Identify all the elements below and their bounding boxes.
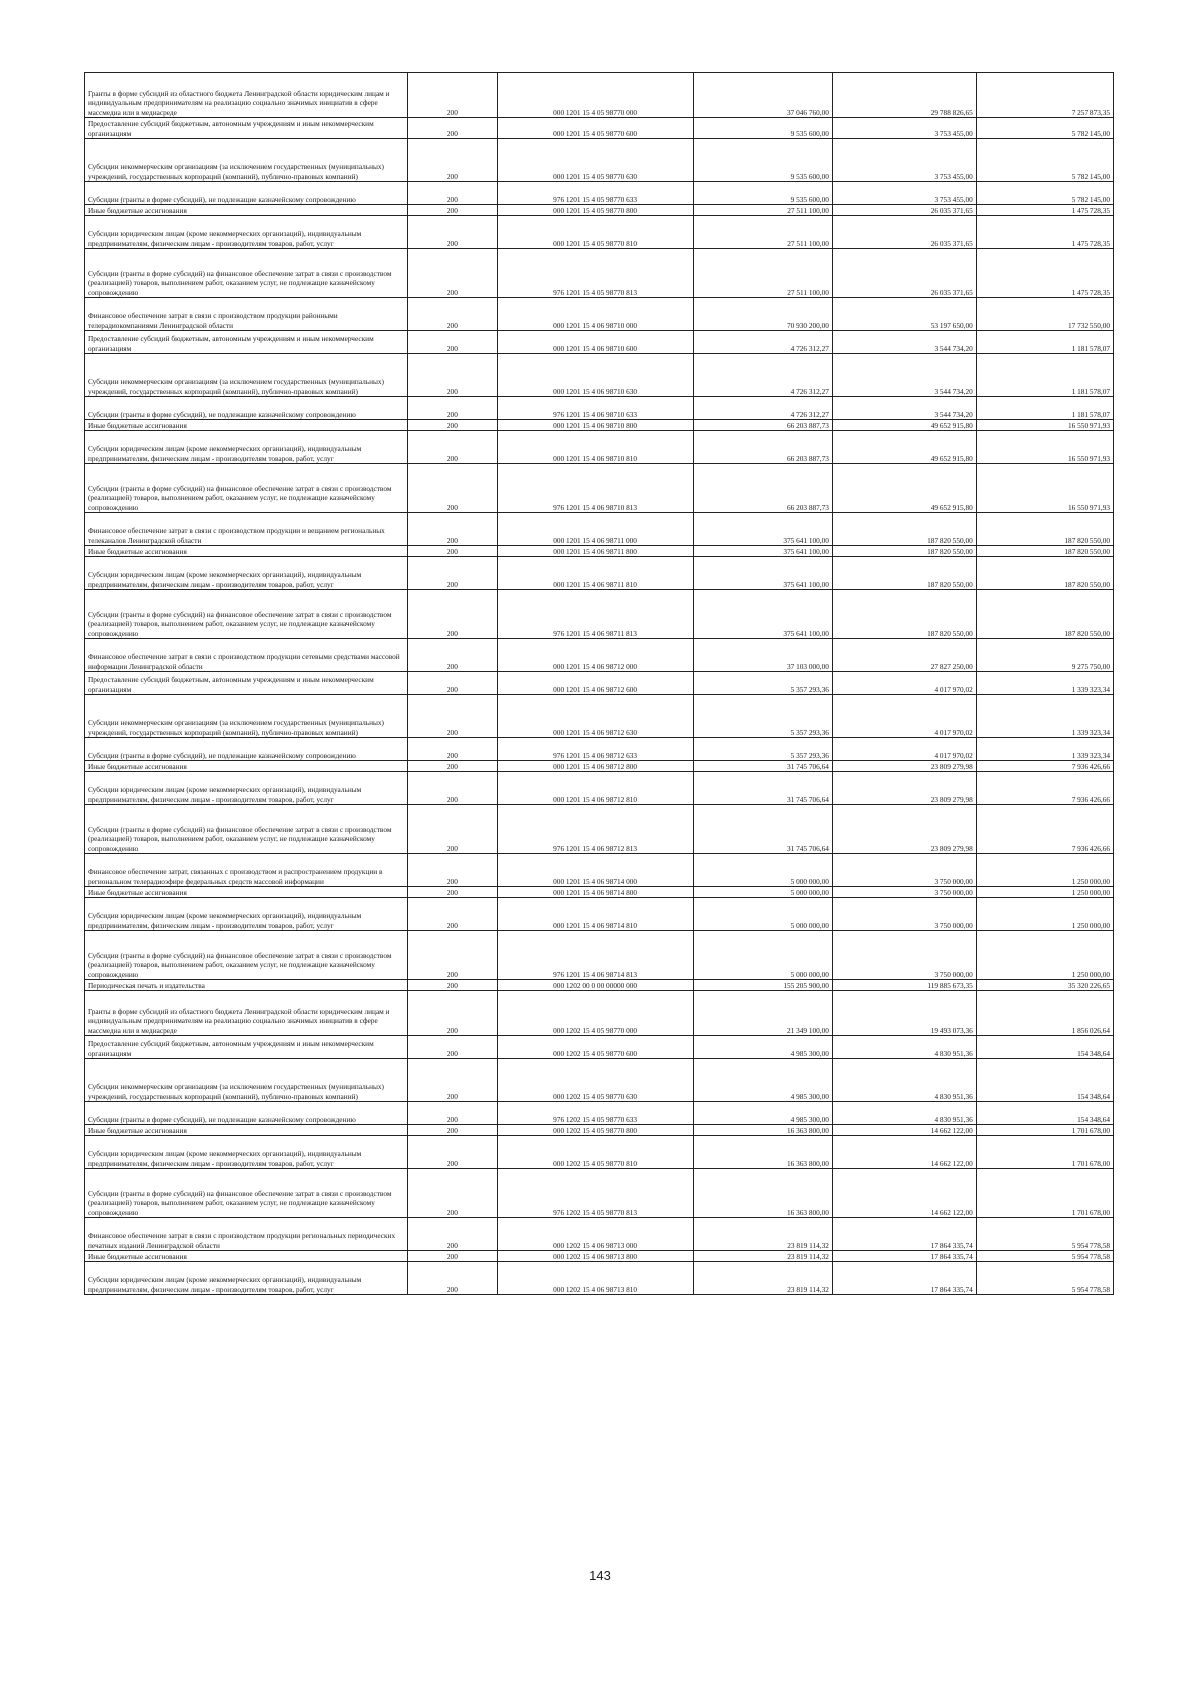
budget-execution-sheet xyxy=(84,72,1114,1295)
row-code-cell: 000 1201 15 4 06 98712 630 xyxy=(497,695,693,738)
row-status-cell: 200 xyxy=(408,695,498,738)
row-name-cell: Субсидии некоммерческим организациям (за исключением государственных (муниципальных) учреждений, государственных корпораций (компаний), публично-правовых компаний) xyxy=(85,139,408,182)
row-status-cell: 200 xyxy=(408,639,498,672)
row-unexecuted-cell: 5 782 145,00 xyxy=(976,182,1113,205)
row-code-cell: 976 1201 15 4 06 98710 633 xyxy=(497,397,693,420)
table-row xyxy=(85,354,1114,397)
row-status-cell: 200 xyxy=(408,216,498,249)
row-status-cell: 200 xyxy=(408,139,498,182)
row-unexecuted-cell: 7 257 873,35 xyxy=(976,73,1113,118)
row-name-cell: Субсидии (гранты в форме субсидий) на финансовое обеспечение затрат в связи с производством (реализацией) товаров, выполнением работ, оказанием услуг, не подлежащие казначейскому сопровождению xyxy=(85,805,408,854)
table-row xyxy=(85,118,1114,139)
table-row xyxy=(85,420,1114,431)
row-unexecuted-cell: 1 475 728,35 xyxy=(976,249,1113,298)
row-unexecuted-cell: 7 936 426,66 xyxy=(976,772,1113,805)
row-status-cell: 200 xyxy=(408,805,498,854)
row-unexecuted-cell: 1 181 578,07 xyxy=(976,331,1113,354)
table-row xyxy=(85,546,1114,557)
row-status-cell: 200 xyxy=(408,73,498,118)
row-status-cell: 200 xyxy=(408,761,498,772)
row-status-cell: 200 xyxy=(408,1169,498,1218)
row-executed-cell: 3 753 455,00 xyxy=(832,139,976,182)
table-row xyxy=(85,1262,1114,1295)
row-code-cell: 000 1202 15 4 05 98770 630 xyxy=(497,1059,693,1102)
table-row xyxy=(85,216,1114,249)
row-status-cell: 200 xyxy=(408,513,498,546)
row-unexecuted-cell: 1 701 678,00 xyxy=(976,1125,1113,1136)
table-row xyxy=(85,639,1114,672)
table-row xyxy=(85,1125,1114,1136)
row-name-cell: Иные бюджетные ассигнования xyxy=(85,1125,408,1136)
table-row xyxy=(85,298,1114,331)
table-row xyxy=(85,139,1114,182)
row-approved-cell: 9 535 600,00 xyxy=(693,139,832,182)
row-approved-cell: 5 000 000,00 xyxy=(693,931,832,980)
row-code-cell: 000 1201 15 4 06 98711 800 xyxy=(497,546,693,557)
row-unexecuted-cell: 16 550 971,93 xyxy=(976,431,1113,464)
row-status-cell: 200 xyxy=(408,420,498,431)
row-unexecuted-cell: 187 820 550,00 xyxy=(976,513,1113,546)
table-row xyxy=(85,1036,1114,1059)
table-row xyxy=(85,991,1114,1036)
row-executed-cell: 3 544 734,20 xyxy=(832,331,976,354)
row-approved-cell: 21 349 100,00 xyxy=(693,991,832,1036)
row-executed-cell: 3 544 734,20 xyxy=(832,397,976,420)
row-executed-cell: 4 017 970,02 xyxy=(832,695,976,738)
row-code-cell: 976 1201 15 4 05 98770 813 xyxy=(497,249,693,298)
row-code-cell: 000 1202 15 4 05 98770 810 xyxy=(497,1136,693,1169)
row-executed-cell: 14 662 122,00 xyxy=(832,1136,976,1169)
row-status-cell: 200 xyxy=(408,1251,498,1262)
row-name-cell: Субсидии (гранты в форме субсидий) на финансовое обеспечение затрат в связи с производством (реализацией) товаров, выполнением работ, оказанием услуг, не подлежащие казначейскому сопровождению xyxy=(85,249,408,298)
table-row xyxy=(85,1218,1114,1251)
row-unexecuted-cell: 1 339 323,34 xyxy=(976,695,1113,738)
row-executed-cell: 49 652 915,80 xyxy=(832,464,976,513)
table-row xyxy=(85,431,1114,464)
row-approved-cell: 23 819 114,32 xyxy=(693,1262,832,1295)
page-number: 143 xyxy=(589,1568,611,1583)
row-name-cell: Иные бюджетные ассигнования xyxy=(85,887,408,898)
row-code-cell: 000 1201 15 4 06 98714 810 xyxy=(497,898,693,931)
row-name-cell: Субсидии (гранты в форме субсидий) на финансовое обеспечение затрат в связи с производством (реализацией) товаров, выполнением работ, оказанием услуг, не подлежащие казначейскому сопровождению xyxy=(85,590,408,639)
row-approved-cell: 37 046 760,00 xyxy=(693,73,832,118)
row-executed-cell: 3 750 000,00 xyxy=(832,931,976,980)
row-code-cell: 000 1201 15 4 05 98770 600 xyxy=(497,118,693,139)
row-status-cell: 200 xyxy=(408,1102,498,1125)
row-executed-cell: 27 827 250,00 xyxy=(832,639,976,672)
row-unexecuted-cell: 1 475 728,35 xyxy=(976,216,1113,249)
row-code-cell: 000 1201 15 4 06 98710 630 xyxy=(497,354,693,397)
row-executed-cell: 14 662 122,00 xyxy=(832,1125,976,1136)
row-executed-cell: 4 017 970,02 xyxy=(832,738,976,761)
row-status-cell: 200 xyxy=(408,1036,498,1059)
table-row xyxy=(85,854,1114,887)
row-name-cell: Иные бюджетные ассигнования xyxy=(85,420,408,431)
row-name-cell: Субсидии (гранты в форме субсидий) на финансовое обеспечение затрат в связи с производством (реализацией) товаров, выполнением работ, оказанием услуг, не подлежащие казначейскому сопровождению xyxy=(85,464,408,513)
row-approved-cell: 4 985 300,00 xyxy=(693,1036,832,1059)
row-name-cell: Субсидии некоммерческим организациям (за исключением государственных (муниципальных) учреждений, государственных корпораций (компаний), публично-правовых компаний) xyxy=(85,1059,408,1102)
row-executed-cell: 26 035 371,65 xyxy=(832,216,976,249)
row-approved-cell: 27 511 100,00 xyxy=(693,249,832,298)
row-unexecuted-cell: 154 348,64 xyxy=(976,1036,1113,1059)
row-approved-cell: 66 203 887,73 xyxy=(693,431,832,464)
row-name-cell: Субсидии некоммерческим организациям (за исключением государственных (муниципальных) учреждений, государственных корпораций (компаний), публично-правовых компаний) xyxy=(85,354,408,397)
row-name-cell: Субсидии юридическим лицам (кроме некоммерческих организаций), индивидуальным предпринимателям, физическим лицам - производителям товаров, работ, услуг xyxy=(85,431,408,464)
row-status-cell: 200 xyxy=(408,546,498,557)
row-approved-cell: 31 745 706,64 xyxy=(693,761,832,772)
row-name-cell: Субсидии юридическим лицам (кроме некоммерческих организаций), индивидуальным предпринимателям, физическим лицам - производителям товаров, работ, услуг xyxy=(85,898,408,931)
table-row xyxy=(85,1136,1114,1169)
row-name-cell: Гранты в форме субсидий из областного бюджета Ленинградской области юридическим лицам и индивидуальным предпринимателям на реализацию социально значимых инициатив в сфере массмедиа или в медиасреде xyxy=(85,73,408,118)
row-name-cell: Иные бюджетные ассигнования xyxy=(85,546,408,557)
row-unexecuted-cell: 1 701 678,00 xyxy=(976,1169,1113,1218)
row-approved-cell: 66 203 887,73 xyxy=(693,420,832,431)
row-approved-cell: 5 000 000,00 xyxy=(693,898,832,931)
row-status-cell: 200 xyxy=(408,431,498,464)
row-status-cell: 200 xyxy=(408,898,498,931)
row-approved-cell: 70 930 200,00 xyxy=(693,298,832,331)
row-code-cell: 976 1202 15 4 05 98770 633 xyxy=(497,1102,693,1125)
table-row xyxy=(85,73,1114,118)
row-executed-cell: 26 035 371,65 xyxy=(832,205,976,216)
row-code-cell: 000 1201 15 4 06 98710 000 xyxy=(497,298,693,331)
row-approved-cell: 16 363 800,00 xyxy=(693,1125,832,1136)
row-name-cell: Иные бюджетные ассигнования xyxy=(85,205,408,216)
row-executed-cell: 49 652 915,80 xyxy=(832,431,976,464)
row-code-cell: 000 1201 15 4 06 98711 810 xyxy=(497,557,693,590)
row-approved-cell: 16 363 800,00 xyxy=(693,1136,832,1169)
row-status-cell: 200 xyxy=(408,118,498,139)
row-executed-cell: 53 197 650,00 xyxy=(832,298,976,331)
row-name-cell: Финансовое обеспечение затрат в связи с производством продукции районными телерадиокомпаниями Ленинградской области xyxy=(85,298,408,331)
row-status-cell: 200 xyxy=(408,991,498,1036)
row-name-cell: Иные бюджетные ассигнования xyxy=(85,761,408,772)
row-unexecuted-cell: 187 820 550,00 xyxy=(976,546,1113,557)
row-executed-cell: 187 820 550,00 xyxy=(832,546,976,557)
row-approved-cell: 5 000 000,00 xyxy=(693,887,832,898)
row-approved-cell: 155 205 900,00 xyxy=(693,980,832,991)
row-status-cell: 200 xyxy=(408,738,498,761)
row-executed-cell: 49 652 915,80 xyxy=(832,420,976,431)
table-row xyxy=(85,672,1114,695)
table-row xyxy=(85,205,1114,216)
row-status-cell: 200 xyxy=(408,557,498,590)
row-name-cell: Периодическая печать и издательства xyxy=(85,980,408,991)
row-status-cell: 200 xyxy=(408,931,498,980)
row-code-cell: 000 1201 15 4 06 98710 800 xyxy=(497,420,693,431)
row-approved-cell: 5 357 293,36 xyxy=(693,695,832,738)
row-code-cell: 000 1201 15 4 06 98712 000 xyxy=(497,639,693,672)
row-code-cell: 976 1201 15 4 06 98714 813 xyxy=(497,931,693,980)
table-row xyxy=(85,695,1114,738)
row-unexecuted-cell: 187 820 550,00 xyxy=(976,590,1113,639)
row-status-cell: 200 xyxy=(408,1218,498,1251)
row-code-cell: 976 1201 15 4 06 98710 813 xyxy=(497,464,693,513)
row-unexecuted-cell: 1 475 728,35 xyxy=(976,205,1113,216)
row-name-cell: Субсидии (гранты в форме субсидий), не подлежащие казначейскому сопровождению xyxy=(85,1102,408,1125)
row-executed-cell: 17 864 335,74 xyxy=(832,1251,976,1262)
row-executed-cell: 17 864 335,74 xyxy=(832,1218,976,1251)
row-approved-cell: 23 819 114,32 xyxy=(693,1251,832,1262)
row-unexecuted-cell: 7 936 426,66 xyxy=(976,761,1113,772)
row-name-cell: Субсидии (гранты в форме субсидий) на финансовое обеспечение затрат в связи с производством (реализацией) товаров, выполнением работ, оказанием услуг, не подлежащие казначейскому сопровождению xyxy=(85,1169,408,1218)
row-status-cell: 200 xyxy=(408,1136,498,1169)
row-unexecuted-cell: 35 320 226,65 xyxy=(976,980,1113,991)
row-status-cell: 200 xyxy=(408,1125,498,1136)
row-approved-cell: 27 511 100,00 xyxy=(693,205,832,216)
row-code-cell: 976 1201 15 4 06 98712 813 xyxy=(497,805,693,854)
table-row xyxy=(85,331,1114,354)
row-executed-cell: 3 753 455,00 xyxy=(832,182,976,205)
row-unexecuted-cell: 9 275 750,00 xyxy=(976,639,1113,672)
table-row xyxy=(85,980,1114,991)
row-status-cell: 200 xyxy=(408,249,498,298)
row-unexecuted-cell: 1 250 000,00 xyxy=(976,854,1113,887)
row-unexecuted-cell: 1 181 578,07 xyxy=(976,354,1113,397)
row-name-cell: Финансовое обеспечение затрат, связанных с производством и распространением продукции в региональном телерадиоэфире федеральных средств массовой информации xyxy=(85,854,408,887)
row-code-cell: 976 1201 15 4 05 98770 633 xyxy=(497,182,693,205)
row-executed-cell: 23 809 279,98 xyxy=(832,761,976,772)
row-code-cell: 000 1201 15 4 05 98770 800 xyxy=(497,205,693,216)
row-code-cell: 976 1202 15 4 05 98770 813 xyxy=(497,1169,693,1218)
row-code-cell: 000 1201 15 4 06 98714 800 xyxy=(497,887,693,898)
row-approved-cell: 9 535 600,00 xyxy=(693,118,832,139)
row-unexecuted-cell: 1 339 323,34 xyxy=(976,672,1113,695)
row-code-cell: 000 1201 15 4 05 98770 000 xyxy=(497,73,693,118)
row-code-cell: 976 1201 15 4 06 98711 813 xyxy=(497,590,693,639)
row-name-cell: Субсидии (гранты в форме субсидий) на финансовое обеспечение затрат в связи с производством (реализацией) товаров, выполнением работ, оказанием услуг, не подлежащие казначейскому сопровождению xyxy=(85,931,408,980)
row-approved-cell: 5 000 000,00 xyxy=(693,854,832,887)
row-unexecuted-cell: 1 250 000,00 xyxy=(976,931,1113,980)
table-row xyxy=(85,557,1114,590)
row-executed-cell: 3 750 000,00 xyxy=(832,887,976,898)
row-approved-cell: 4 726 312,27 xyxy=(693,397,832,420)
row-code-cell: 000 1202 15 4 05 98770 800 xyxy=(497,1125,693,1136)
row-unexecuted-cell: 5 954 778,58 xyxy=(976,1262,1113,1295)
row-unexecuted-cell: 1 181 578,07 xyxy=(976,397,1113,420)
row-code-cell: 000 1201 15 4 06 98712 810 xyxy=(497,772,693,805)
table-row xyxy=(85,898,1114,931)
row-name-cell: Субсидии юридическим лицам (кроме некоммерческих организаций), индивидуальным предпринимателям, физическим лицам - производителям товаров, работ, услуг xyxy=(85,772,408,805)
row-unexecuted-cell: 16 550 971,93 xyxy=(976,464,1113,513)
row-status-cell: 200 xyxy=(408,397,498,420)
row-name-cell: Субсидии юридическим лицам (кроме некоммерческих организаций), индивидуальным предпринимателям, физическим лицам - производителям товаров, работ, услуг xyxy=(85,1262,408,1295)
row-unexecuted-cell: 187 820 550,00 xyxy=(976,557,1113,590)
row-executed-cell: 23 809 279,98 xyxy=(832,772,976,805)
row-status-cell: 200 xyxy=(408,980,498,991)
row-status-cell: 200 xyxy=(408,1262,498,1295)
row-name-cell: Субсидии (гранты в форме субсидий), не подлежащие казначейскому сопровождению xyxy=(85,182,408,205)
row-approved-cell: 4 726 312,27 xyxy=(693,331,832,354)
row-code-cell: 000 1202 15 4 06 98713 810 xyxy=(497,1262,693,1295)
row-executed-cell: 3 753 455,00 xyxy=(832,118,976,139)
table-row xyxy=(85,738,1114,761)
row-approved-cell: 31 745 706,64 xyxy=(693,772,832,805)
row-status-cell: 200 xyxy=(408,298,498,331)
row-approved-cell: 37 103 000,00 xyxy=(693,639,832,672)
row-status-cell: 200 xyxy=(408,182,498,205)
row-unexecuted-cell: 7 936 426,66 xyxy=(976,805,1113,854)
budget-table-body xyxy=(85,73,1114,1295)
row-approved-cell: 375 641 100,00 xyxy=(693,513,832,546)
table-row xyxy=(85,1169,1114,1218)
row-name-cell: Гранты в форме субсидий из областного бюджета Ленинградской области юридическим лицам и индивидуальным предпринимателям на реализацию социально значимых инициатив в сфере массмедиа или в медиасреде xyxy=(85,991,408,1036)
row-executed-cell: 187 820 550,00 xyxy=(832,513,976,546)
row-status-cell: 200 xyxy=(408,772,498,805)
row-status-cell: 200 xyxy=(408,205,498,216)
row-approved-cell: 66 203 887,73 xyxy=(693,464,832,513)
row-name-cell: Субсидии юридическим лицам (кроме некоммерческих организаций), индивидуальным предпринимателям, физическим лицам - производителям товаров, работ, услуг xyxy=(85,557,408,590)
row-status-cell: 200 xyxy=(408,331,498,354)
row-approved-cell: 23 819 114,32 xyxy=(693,1218,832,1251)
row-code-cell: 000 1201 15 4 06 98710 810 xyxy=(497,431,693,464)
table-row xyxy=(85,590,1114,639)
row-executed-cell: 14 662 122,00 xyxy=(832,1169,976,1218)
row-name-cell: Предоставление субсидий бюджетным, автономным учреждениям и иным некоммерческим организациям xyxy=(85,118,408,139)
row-unexecuted-cell: 5 782 145,00 xyxy=(976,118,1113,139)
row-unexecuted-cell: 1 701 678,00 xyxy=(976,1136,1113,1169)
row-code-cell: 000 1202 15 4 06 98713 800 xyxy=(497,1251,693,1262)
row-code-cell: 000 1201 15 4 06 98714 000 xyxy=(497,854,693,887)
row-code-cell: 000 1201 15 4 05 98770 630 xyxy=(497,139,693,182)
row-name-cell: Субсидии некоммерческим организациям (за исключением государственных (муниципальных) учреждений, государственных корпораций (компаний), публично-правовых компаний) xyxy=(85,695,408,738)
table-row xyxy=(85,249,1114,298)
row-name-cell: Иные бюджетные ассигнования xyxy=(85,1251,408,1262)
row-executed-cell: 187 820 550,00 xyxy=(832,590,976,639)
row-executed-cell: 26 035 371,65 xyxy=(832,249,976,298)
row-unexecuted-cell: 1 250 000,00 xyxy=(976,887,1113,898)
row-code-cell: 000 1202 00 0 00 00000 000 xyxy=(497,980,693,991)
row-unexecuted-cell: 5 954 778,58 xyxy=(976,1251,1113,1262)
row-executed-cell: 19 493 073,36 xyxy=(832,991,976,1036)
row-code-cell: 000 1201 15 4 06 98710 600 xyxy=(497,331,693,354)
row-unexecuted-cell: 1 339 323,34 xyxy=(976,738,1113,761)
table-row xyxy=(85,1102,1114,1125)
table-row xyxy=(85,397,1114,420)
row-name-cell: Субсидии юридическим лицам (кроме некоммерческих организаций), индивидуальным предпринимателям, физическим лицам - производителям товаров, работ, услуг xyxy=(85,216,408,249)
row-executed-cell: 4 830 951,36 xyxy=(832,1059,976,1102)
row-approved-cell: 4 985 300,00 xyxy=(693,1102,832,1125)
row-unexecuted-cell: 154 348,64 xyxy=(976,1102,1113,1125)
row-status-cell: 200 xyxy=(408,1059,498,1102)
row-approved-cell: 5 357 293,36 xyxy=(693,672,832,695)
row-executed-cell: 23 809 279,98 xyxy=(832,805,976,854)
row-name-cell: Предоставление субсидий бюджетным, автономным учреждениям и иным некоммерческим организациям xyxy=(85,331,408,354)
row-executed-cell: 4 830 951,36 xyxy=(832,1036,976,1059)
row-code-cell: 000 1201 15 4 05 98770 810 xyxy=(497,216,693,249)
row-executed-cell: 187 820 550,00 xyxy=(832,557,976,590)
row-name-cell: Предоставление субсидий бюджетным, автономным учреждениям и иным некоммерческим организациям xyxy=(85,672,408,695)
row-approved-cell: 16 363 800,00 xyxy=(693,1169,832,1218)
row-status-cell: 200 xyxy=(408,672,498,695)
row-executed-cell: 119 885 673,35 xyxy=(832,980,976,991)
row-unexecuted-cell: 5 782 145,00 xyxy=(976,139,1113,182)
row-approved-cell: 4 985 300,00 xyxy=(693,1059,832,1102)
table-row xyxy=(85,182,1114,205)
row-approved-cell: 5 357 293,36 xyxy=(693,738,832,761)
table-row xyxy=(85,513,1114,546)
row-unexecuted-cell: 1 250 000,00 xyxy=(976,898,1113,931)
row-executed-cell: 4 017 970,02 xyxy=(832,672,976,695)
table-row xyxy=(85,464,1114,513)
row-code-cell: 000 1201 15 4 06 98712 800 xyxy=(497,761,693,772)
budget-table xyxy=(84,72,1114,1295)
row-approved-cell: 27 511 100,00 xyxy=(693,216,832,249)
row-status-cell: 200 xyxy=(408,464,498,513)
row-status-cell: 200 xyxy=(408,887,498,898)
row-unexecuted-cell: 17 732 550,00 xyxy=(976,298,1113,331)
row-approved-cell: 375 641 100,00 xyxy=(693,546,832,557)
table-row xyxy=(85,887,1114,898)
row-executed-cell: 17 864 335,74 xyxy=(832,1262,976,1295)
row-approved-cell: 375 641 100,00 xyxy=(693,557,832,590)
table-row xyxy=(85,761,1114,772)
row-status-cell: 200 xyxy=(408,854,498,887)
row-code-cell: 000 1202 15 4 05 98770 600 xyxy=(497,1036,693,1059)
row-executed-cell: 3 544 734,20 xyxy=(832,354,976,397)
row-code-cell: 000 1202 15 4 06 98713 000 xyxy=(497,1218,693,1251)
row-unexecuted-cell: 16 550 971,93 xyxy=(976,420,1113,431)
table-row xyxy=(85,1251,1114,1262)
row-name-cell: Финансовое обеспечение затрат в связи с производством продукции и вещанием региональных телеканалов Ленинградской области xyxy=(85,513,408,546)
row-approved-cell: 375 641 100,00 xyxy=(693,590,832,639)
row-name-cell: Финансовое обеспечение затрат в связи с производством продукции сетевыми средствами массовой информации Ленинградской области xyxy=(85,639,408,672)
row-approved-cell: 31 745 706,64 xyxy=(693,805,832,854)
row-unexecuted-cell: 1 856 026,64 xyxy=(976,991,1113,1036)
row-name-cell: Субсидии (гранты в форме субсидий), не подлежащие казначейскому сопровождению xyxy=(85,397,408,420)
row-status-cell: 200 xyxy=(408,590,498,639)
row-executed-cell: 4 830 951,36 xyxy=(832,1102,976,1125)
row-name-cell: Финансовое обеспечение затрат в связи с производством продукции региональных периодических печатных изданий Ленинградской области xyxy=(85,1218,408,1251)
row-unexecuted-cell: 5 954 778,58 xyxy=(976,1218,1113,1251)
row-status-cell: 200 xyxy=(408,354,498,397)
row-code-cell: 000 1201 15 4 06 98712 600 xyxy=(497,672,693,695)
table-row xyxy=(85,772,1114,805)
row-executed-cell: 3 750 000,00 xyxy=(832,898,976,931)
row-approved-cell: 4 726 312,27 xyxy=(693,354,832,397)
row-name-cell: Предоставление субсидий бюджетным, автономным учреждениям и иным некоммерческим организациям xyxy=(85,1036,408,1059)
row-code-cell: 976 1201 15 4 06 98712 633 xyxy=(497,738,693,761)
row-executed-cell: 3 750 000,00 xyxy=(832,854,976,887)
row-approved-cell: 9 535 600,00 xyxy=(693,182,832,205)
row-executed-cell: 29 788 826,65 xyxy=(832,73,976,118)
table-row xyxy=(85,805,1114,854)
row-unexecuted-cell: 154 348,64 xyxy=(976,1059,1113,1102)
table-row xyxy=(85,931,1114,980)
row-name-cell: Субсидии (гранты в форме субсидий), не подлежащие казначейскому сопровождению xyxy=(85,738,408,761)
table-row xyxy=(85,1059,1114,1102)
row-name-cell: Субсидии юридическим лицам (кроме некоммерческих организаций), индивидуальным предпринимателям, физическим лицам - производителям товаров, работ, услуг xyxy=(85,1136,408,1169)
row-code-cell: 000 1202 15 4 05 98770 000 xyxy=(497,991,693,1036)
row-code-cell: 000 1201 15 4 06 98711 000 xyxy=(497,513,693,546)
